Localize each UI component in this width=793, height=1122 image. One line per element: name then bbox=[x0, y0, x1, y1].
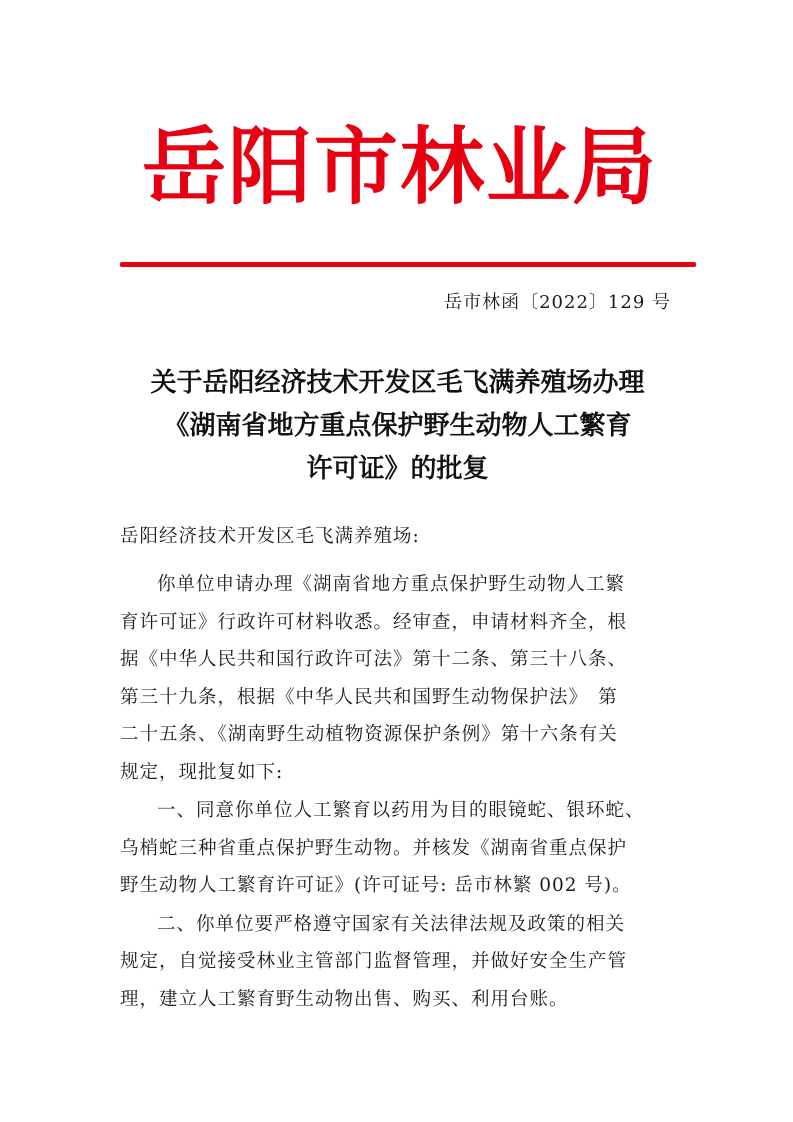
agency-masthead: 岳阳市林业局 bbox=[141, 117, 658, 216]
paragraph-item-1 bbox=[120, 792, 680, 905]
document-number: 岳市林函〔2022〕129 号 bbox=[444, 292, 671, 313]
body-line: 育许可证》行政许可材料收悉。经审查，申请材料齐全，根 bbox=[120, 611, 628, 633]
body-line: 野生动物人工繁育许可证》(许可证号: 岳市林繁 002 号)。 bbox=[120, 875, 632, 896]
document-body bbox=[120, 566, 680, 1019]
paragraph-item-2 bbox=[120, 906, 680, 1019]
body-line: 二、你单位要严格遵守国家有关法律法规及政策的相关 bbox=[157, 913, 626, 935]
body-line: 据《中华人民共和国行政许可法》第十二条、第三十八条、 bbox=[120, 649, 628, 670]
body-line: 一、同意你单位人工繁育以药用为目的眼镜蛇、银环蛇、 bbox=[157, 800, 645, 821]
body-line: 规定，现批复如下: bbox=[120, 761, 284, 783]
body-line: 乌梢蛇三种省重点保护野生动物。并核发《湖南省重点保护 bbox=[120, 837, 628, 859]
body-line: 理，建立人工繁育野生动物出售、购买、利用台账。 bbox=[120, 988, 569, 1010]
body-line: 第三十九条，根据《中华人民共和国野生动物保护法》 第 bbox=[120, 686, 618, 708]
red-header-rule bbox=[120, 262, 696, 267]
body-line: 你单位申请办理《湖南省地方重点保护野生动物人工繁 bbox=[157, 574, 626, 595]
title-line-2: 《湖南省地方重点保护野生动物人工繁育 bbox=[163, 411, 632, 441]
title-line-3: 许可证》的批复 bbox=[306, 454, 489, 484]
document-title bbox=[110, 362, 685, 491]
body-line: 规定，自觉接受林业主管部门监督管理，并做好安全生产管 bbox=[120, 951, 628, 972]
body-line: 二十五条、《湖南野生动植物资源保护条例》第十六条有关 bbox=[120, 724, 618, 745]
title-line-1: 关于岳阳经济技术开发区毛飞满养殖场办理 bbox=[150, 368, 645, 398]
paragraph-application bbox=[120, 566, 680, 791]
addressee: 岳阳经济技术开发区毛飞满养殖场: bbox=[120, 526, 420, 547]
